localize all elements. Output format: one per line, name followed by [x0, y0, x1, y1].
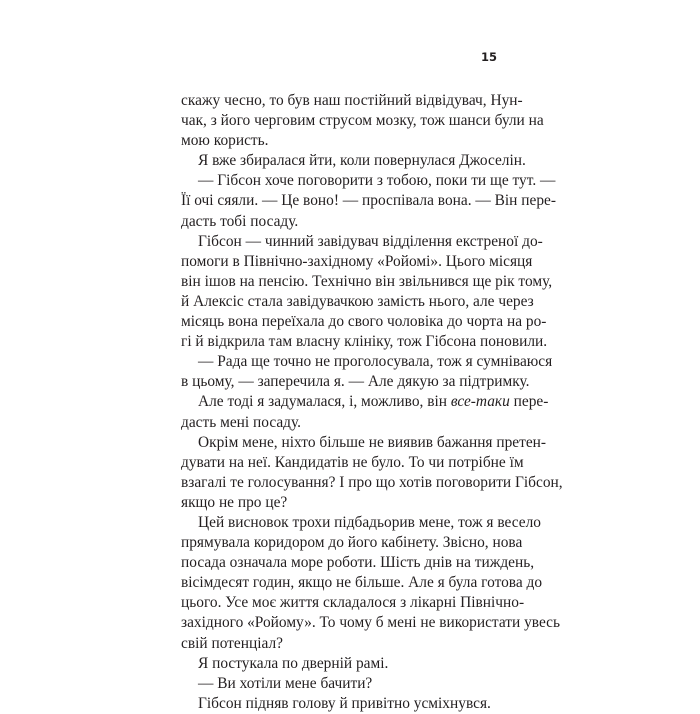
text-line: — Рада ще точно не проголосувала, тож я сумніваюся — [198, 353, 553, 371]
text-line: дувати на неї. Кандидатів не було. То чи потрібне їм — [181, 453, 524, 471]
text-line: західного «Ройому». То чому б мені не використати увесь — [181, 614, 561, 632]
text-line: Гібсон підняв голову й привітно усміхнувся. — [198, 694, 491, 712]
text-line: Я постукала по дверній рамі. — [198, 654, 389, 672]
text-line: — Гібсон хоче поговорити з тобою, поки ти ще тут. — — [198, 172, 556, 190]
text-line: гі й відкрила там власну клініку, тож Гібсона поновили. — [181, 333, 548, 351]
text-line: чак, з його черговим струсом мозку, тож шанси були на — [181, 112, 544, 130]
text-line: помоги в Північно-західному «Ройомі». Цього місяця — [181, 252, 533, 270]
text-line: він ішов на пенсію. Технічно він звільнився ще рік тому, — [181, 272, 553, 290]
emphasis-text: все-таки — [450, 393, 510, 411]
text-line: дасть тобі посаду. — [181, 212, 299, 230]
text-line: якщо не про це? — [181, 493, 288, 511]
text-line: скажу чесно, то був наш постійний відвідувач, Нун- — [181, 92, 523, 109]
text-line: місяць вона переїхала до свого чоловіка до чорта на ро- — [181, 313, 547, 331]
text-line: свій потенціал? — [181, 634, 283, 652]
text-line: вісімдесят годин, якщо не більше. Але я була готова до — [181, 574, 543, 592]
text-line: в цьому, — заперечила я. — Але дякую за підтримку. — [181, 373, 530, 391]
text-line: Її очі сяяли. — Це воно! — проспівала вона. — Він пере- — [181, 192, 556, 210]
text-line: дасть мені посаду. — [181, 413, 302, 431]
text-line: взагалі те голосування? І про що хотів поговорити Гібсон, — [181, 473, 563, 491]
text-line: мою користь. — [181, 132, 269, 150]
text-line: Окрім мене, ніхто більше не виявив бажання претен- — [198, 433, 547, 451]
text-line: Цей висновок трохи підбадьорив мене, тож я весело — [198, 513, 541, 531]
text-line: Гібсон — чинний завідувач відділення екстреної до- — [198, 232, 543, 250]
text-line: прямувала коридором до його кабінету. Звісно, нова — [181, 534, 523, 552]
text-line: й Алексіс стала завідувачкою замість нього, але через — [181, 292, 534, 310]
text-line — [181, 392, 549, 412]
body-text — [181, 91, 563, 714]
text-span: Але тоді я задумалася, і, можливо, він — [198, 393, 451, 411]
page-number: 15 — [480, 50, 497, 64]
text-line: цього. Усе моє життя складалося з лікарні Північно- — [181, 594, 525, 612]
text-span: пере- — [509, 393, 549, 411]
text-line: — Ви хотіли мене бачити? — [198, 674, 373, 692]
text-line: Я вже збиралася йти, коли повернулася Джоселін. — [198, 152, 526, 170]
text-line: посада означала море роботи. Шість днів на тиждень, — [181, 554, 535, 572]
